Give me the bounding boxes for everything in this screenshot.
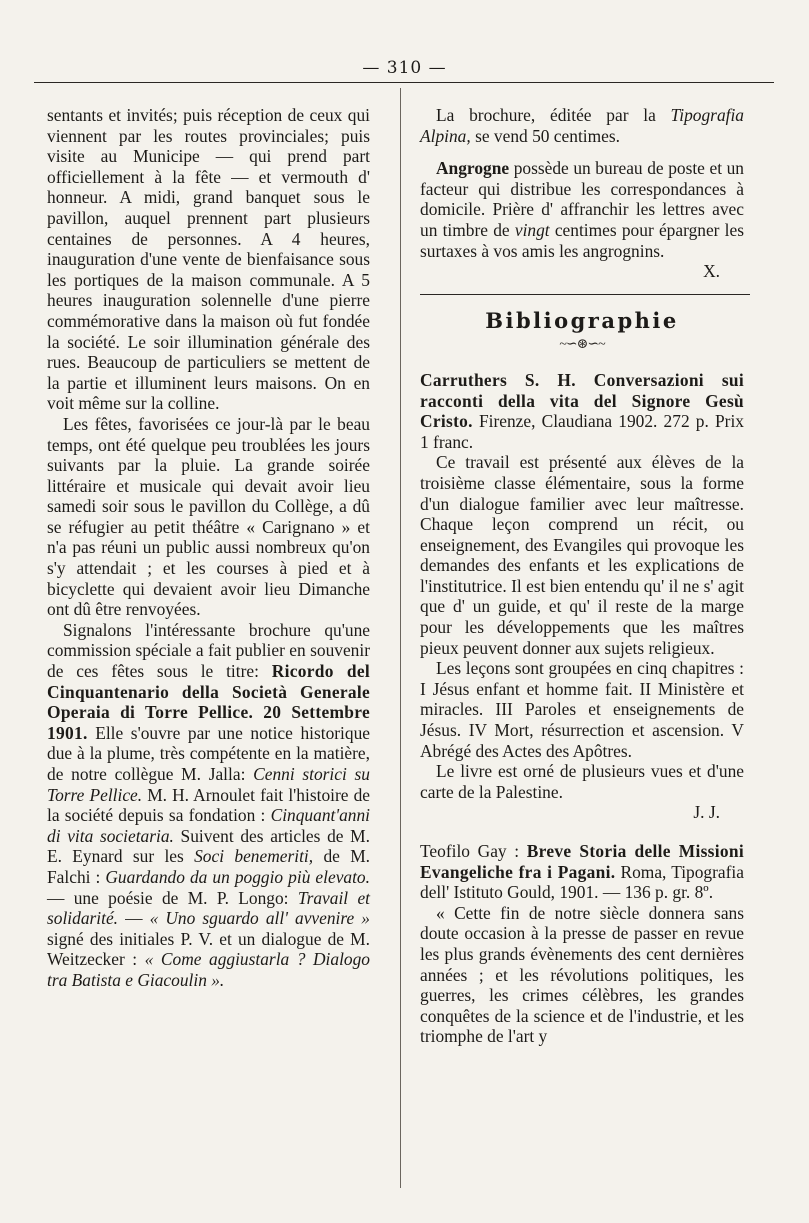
publisher-name: Tipografia Alpina,	[420, 105, 744, 146]
column-divider	[400, 88, 401, 1188]
signature-x: X.	[703, 261, 720, 282]
book-title: Breve Storia delle Missioni Evangeliche fra i Pagani.	[420, 841, 744, 882]
book-entry-1-heading	[420, 370, 744, 452]
text-run: M. H. Arnoulet fait l'histoire de la société depuis sa fondation :	[47, 784, 370, 826]
emphasis: vingt	[514, 219, 550, 240]
book-entry-1-paragraph-2: Les leçons sont groupées en cinq chapitres : I Jésus enfant et homme fait. II Ministère et miracles. III Paroles et enseignements de Jésus. IV Mort, résurrection et ascension. V Abrégé des Actes des Apôtres.	[420, 658, 744, 761]
text-run: La brochure, éditée par la	[436, 105, 671, 125]
book-entry-2-heading	[420, 841, 744, 903]
text-run: signé des initiales P. V. et un dialogue de M. Weitzecker :	[47, 928, 370, 970]
right-paragraph-1	[420, 105, 744, 146]
book-entry-1-paragraph-1: Ce travail est présenté aux élèves de la troisième classe élémentaire, sous la forme d'un dialogue familier avec leur maîtresse. Chaque leçon comprend un récit, ou enseignement, des Evangiles qui provoque les demandes des enfants et les explications de l'institutrice. Il est bien entendu qu' il ne s' agit que d' un guide, et qu' il reste de la marge pour les développements que les maîtres pieux peuvent donner aux sujets religieux.	[420, 452, 744, 658]
header-rule	[34, 82, 774, 83]
text-run: centimes pour épargner les surtaxes à vos amis les angrognins.	[420, 219, 744, 261]
text-run: se vend 50 centimes.	[470, 125, 620, 146]
section-title: Bibliographie	[485, 307, 679, 333]
article-title: Travail et solidarité.	[47, 887, 371, 929]
left-paragraph-1: sentants et invités; puis réception de ceux qui viennent par les routes provinciales; puis visite au Municipe — qui prend part officiellement à la fête — et vermouth d' honneur. A midi, grand banquet sous le pavillon, auquel prennent part plusieurs centaines de personnes. A 4 heures, inauguration d'une vente de bienfaisance sous les portiques de la maison communale. A 5 heures inauguration solennelle d'une pierre commémorative dans la maison où fut fondée la société. Le soir illumination générale des rues. Beaucoup de particuliers se mettent de la partie et illuminent leurs maisons. On en voit même sur la colline.	[47, 105, 370, 414]
right-column	[420, 105, 744, 1047]
article-title: Cinquant'anni di vita societaria.	[47, 805, 370, 846]
book-author: Teofilo Gay :	[420, 841, 527, 861]
text-run: Suivent des articles de M. E. Eynard sur les	[47, 825, 370, 867]
right-paragraph-2	[420, 158, 744, 261]
left-paragraph-2: Les fêtes, favorisées ce jour-là par le beau temps, ont été quelque peu troublées les jours suivants par la pluie. La grande soirée littéraire et musicale qui devait avoir lieu samedi soir sous le pavillon du Collège, a dû se réfugier au petit théâtre « Carignano » et n'a pas réuni un public aussi nombreux qu'on s'y attendait ; et les courses à pied et à bicyclette qui devaient avoir lieu Dimanche ont dû être renvoyées.	[47, 413, 370, 620]
article-title: Guardando da un poggio più elevato.	[105, 866, 370, 887]
book-publication: Roma, Tipografia dell' Istituto Gould, 1901. — 136 p. gr. 8º.	[420, 861, 744, 903]
spacer	[420, 823, 744, 841]
text-run: Signalons l'intéressante brochure qu'une commission spéciale a fait publier en souvenir de ces fêtes sous le titre:	[47, 619, 370, 682]
section-rule	[420, 294, 750, 295]
text-run: — une poésie de M. P. Longo:	[47, 887, 298, 908]
article-title: Cenni storici su Torre Pellice.	[47, 764, 370, 805]
book-publication: Firenze, Claudiana 1902. 272 p. Prix 1 franc.	[420, 411, 744, 452]
text-run: —	[118, 908, 150, 929]
article-title: « Come aggiustarla ? Dialogo tra Batista e Giacoulin ».	[47, 949, 370, 990]
book-entry-1-paragraph-3: Le livre est orné de plusieurs vues et d'une carte de la Palestine.	[420, 761, 744, 802]
signature-jj: J. J.	[693, 802, 720, 823]
brochure-title: Ricordo del Cinquantenario della Società Generale Operaia di Torre Pellice. 20 Settembre 1901.	[47, 661, 370, 743]
book-title: Carruthers S. H. Conversazioni sui racconti della vita del Signore Gesù Cristo.	[420, 369, 744, 432]
place-name: Angrogne	[436, 158, 510, 179]
text-run: Elle s'ouvre par une notice historique due à la plume, très compétente en la matière, de notre collègue M. Jalla:	[47, 722, 370, 784]
book-entry-2-paragraph-1: « Cette fin de notre siècle donnera sans doute occasion à la presse de passer en revue les plus grands évènements des cent dernières années ; et les révolutions politiques, les guerres, les crimes célèbres, les grandes conquêtes de la science et de l'industrie, et les triomphe de l'art y	[420, 902, 744, 1047]
article-title: Soci benemeriti,	[194, 846, 314, 867]
article-title: « Uno sguardo all' avvenire »	[149, 908, 370, 929]
left-column	[47, 105, 370, 991]
ornament-icon: ~∽⊛∽~	[559, 337, 605, 353]
text-run: possède un bureau de poste et un facteur qui distribue les correspondances à domicile. Prière d' affranchir les lettres avec un timbre de	[420, 158, 744, 240]
spacer	[420, 146, 744, 158]
left-paragraph-3	[47, 620, 370, 991]
text-run: de M. Falchi :	[47, 846, 371, 887]
page-number: — 310 —	[362, 58, 447, 78]
